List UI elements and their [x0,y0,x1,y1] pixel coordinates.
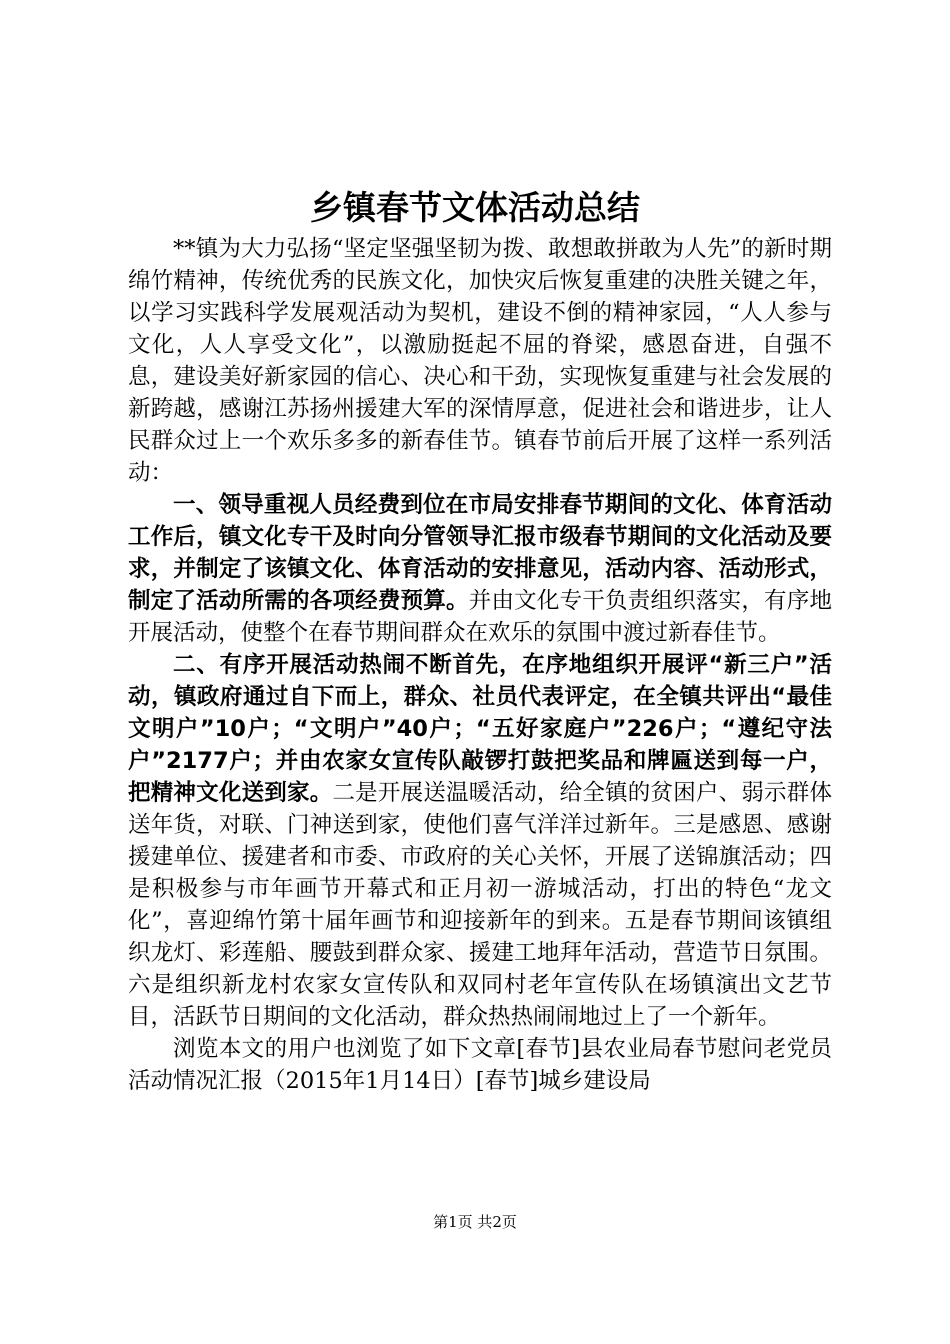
related-articles-paragraph: 浏览本文的用户也浏览了如下文章[春节]县农业局春节慰问老党员活动情况汇报（2015年1月14日）[春节]城乡建设局 [128,1036,832,1094]
section-two-paragraph [128,649,832,1033]
section-one-body-text: 并由文化专干负责组织落实，有序地开展活动，使整个在春节期间群众在欢乐的氛围中渡过新春佳节。 [128,588,832,646]
section-one-paragraph [128,489,832,649]
intro-paragraph: **镇为大力弘扬“坚定坚强坚韧为拨、敢想敢拼敢为人先”的新时期绵竹精神，传统优秀的民族文化，加快灾后恢复重建的决胜关键之年，以学习实践科学发展观活动为契机，建设不倒的精神家园，“人人参与文化，人人享受文化”，以激励挺起不屈的脊梁，感恩奋进，自强不息，建设美好新家园的信心、决心和干劲，实现恢复重建与社会发展的新跨越，感谢江苏扬州援建大军的深情厚意，促进社会和谐进步，让人民群众过上一个欢乐多多的新春佳节。镇春节前后开展了这样一系列活动： [128,236,832,486]
document-title: 乡镇春节文体活动总结 [310,188,640,227]
section-one-heading-text: 一、领导重视人员经费到位在市局安排春节期间的文化、体育活动工作后，镇文化专干及时向分管领导汇报市级春节期间的文化活动及要求，并制定了该镇文化、体育活动的安排意见，活动内容、活动形式，制定了活动所需的各项经费预算。 [128,492,832,614]
section-two-heading-text: 二、有序开展活动热闹不断首先，在序地组织开展评“新三户”活动，镇政府通过自下而上，群众、社员代表评定，在全镇共评出“最佳文明户”10户；“文明户”40户；“五好家庭户”226户；“遵纪守法户”2177户；并由农家女宣传队敲锣打鼓把奖品和牌匾送到每一户，把精神文化送到家。 [128,652,832,806]
document-body [128,233,832,1097]
page-number-footer: 第1页 共2页 [433,1213,517,1231]
section-two-body-text: 二是开展送温暖活动，给全镇的贫困户、弱示群体送年货，对联、门神送到家，使他们喜气洋洋过新年。三是感恩、感谢援建单位、援建者和市委、市政府的关心关怀，开展了送锦旗活动；四是积极参与市年画节开幕式和正月初一游城活动，打出的特色“龙文化”，喜迎绵竹第十届年画节和迎接新年的到来。五是春节期间该镇组织龙灯、彩莲船、腰鼓到群众家、援建工地拜年活动，营造节日氛围。六是组织新龙村农家女宣传队和双同村老年宣传队在场镇演出文艺节目，活跃节日期间的文化活动，群众热热闹闹地过上了一个新年。 [128,780,832,1030]
